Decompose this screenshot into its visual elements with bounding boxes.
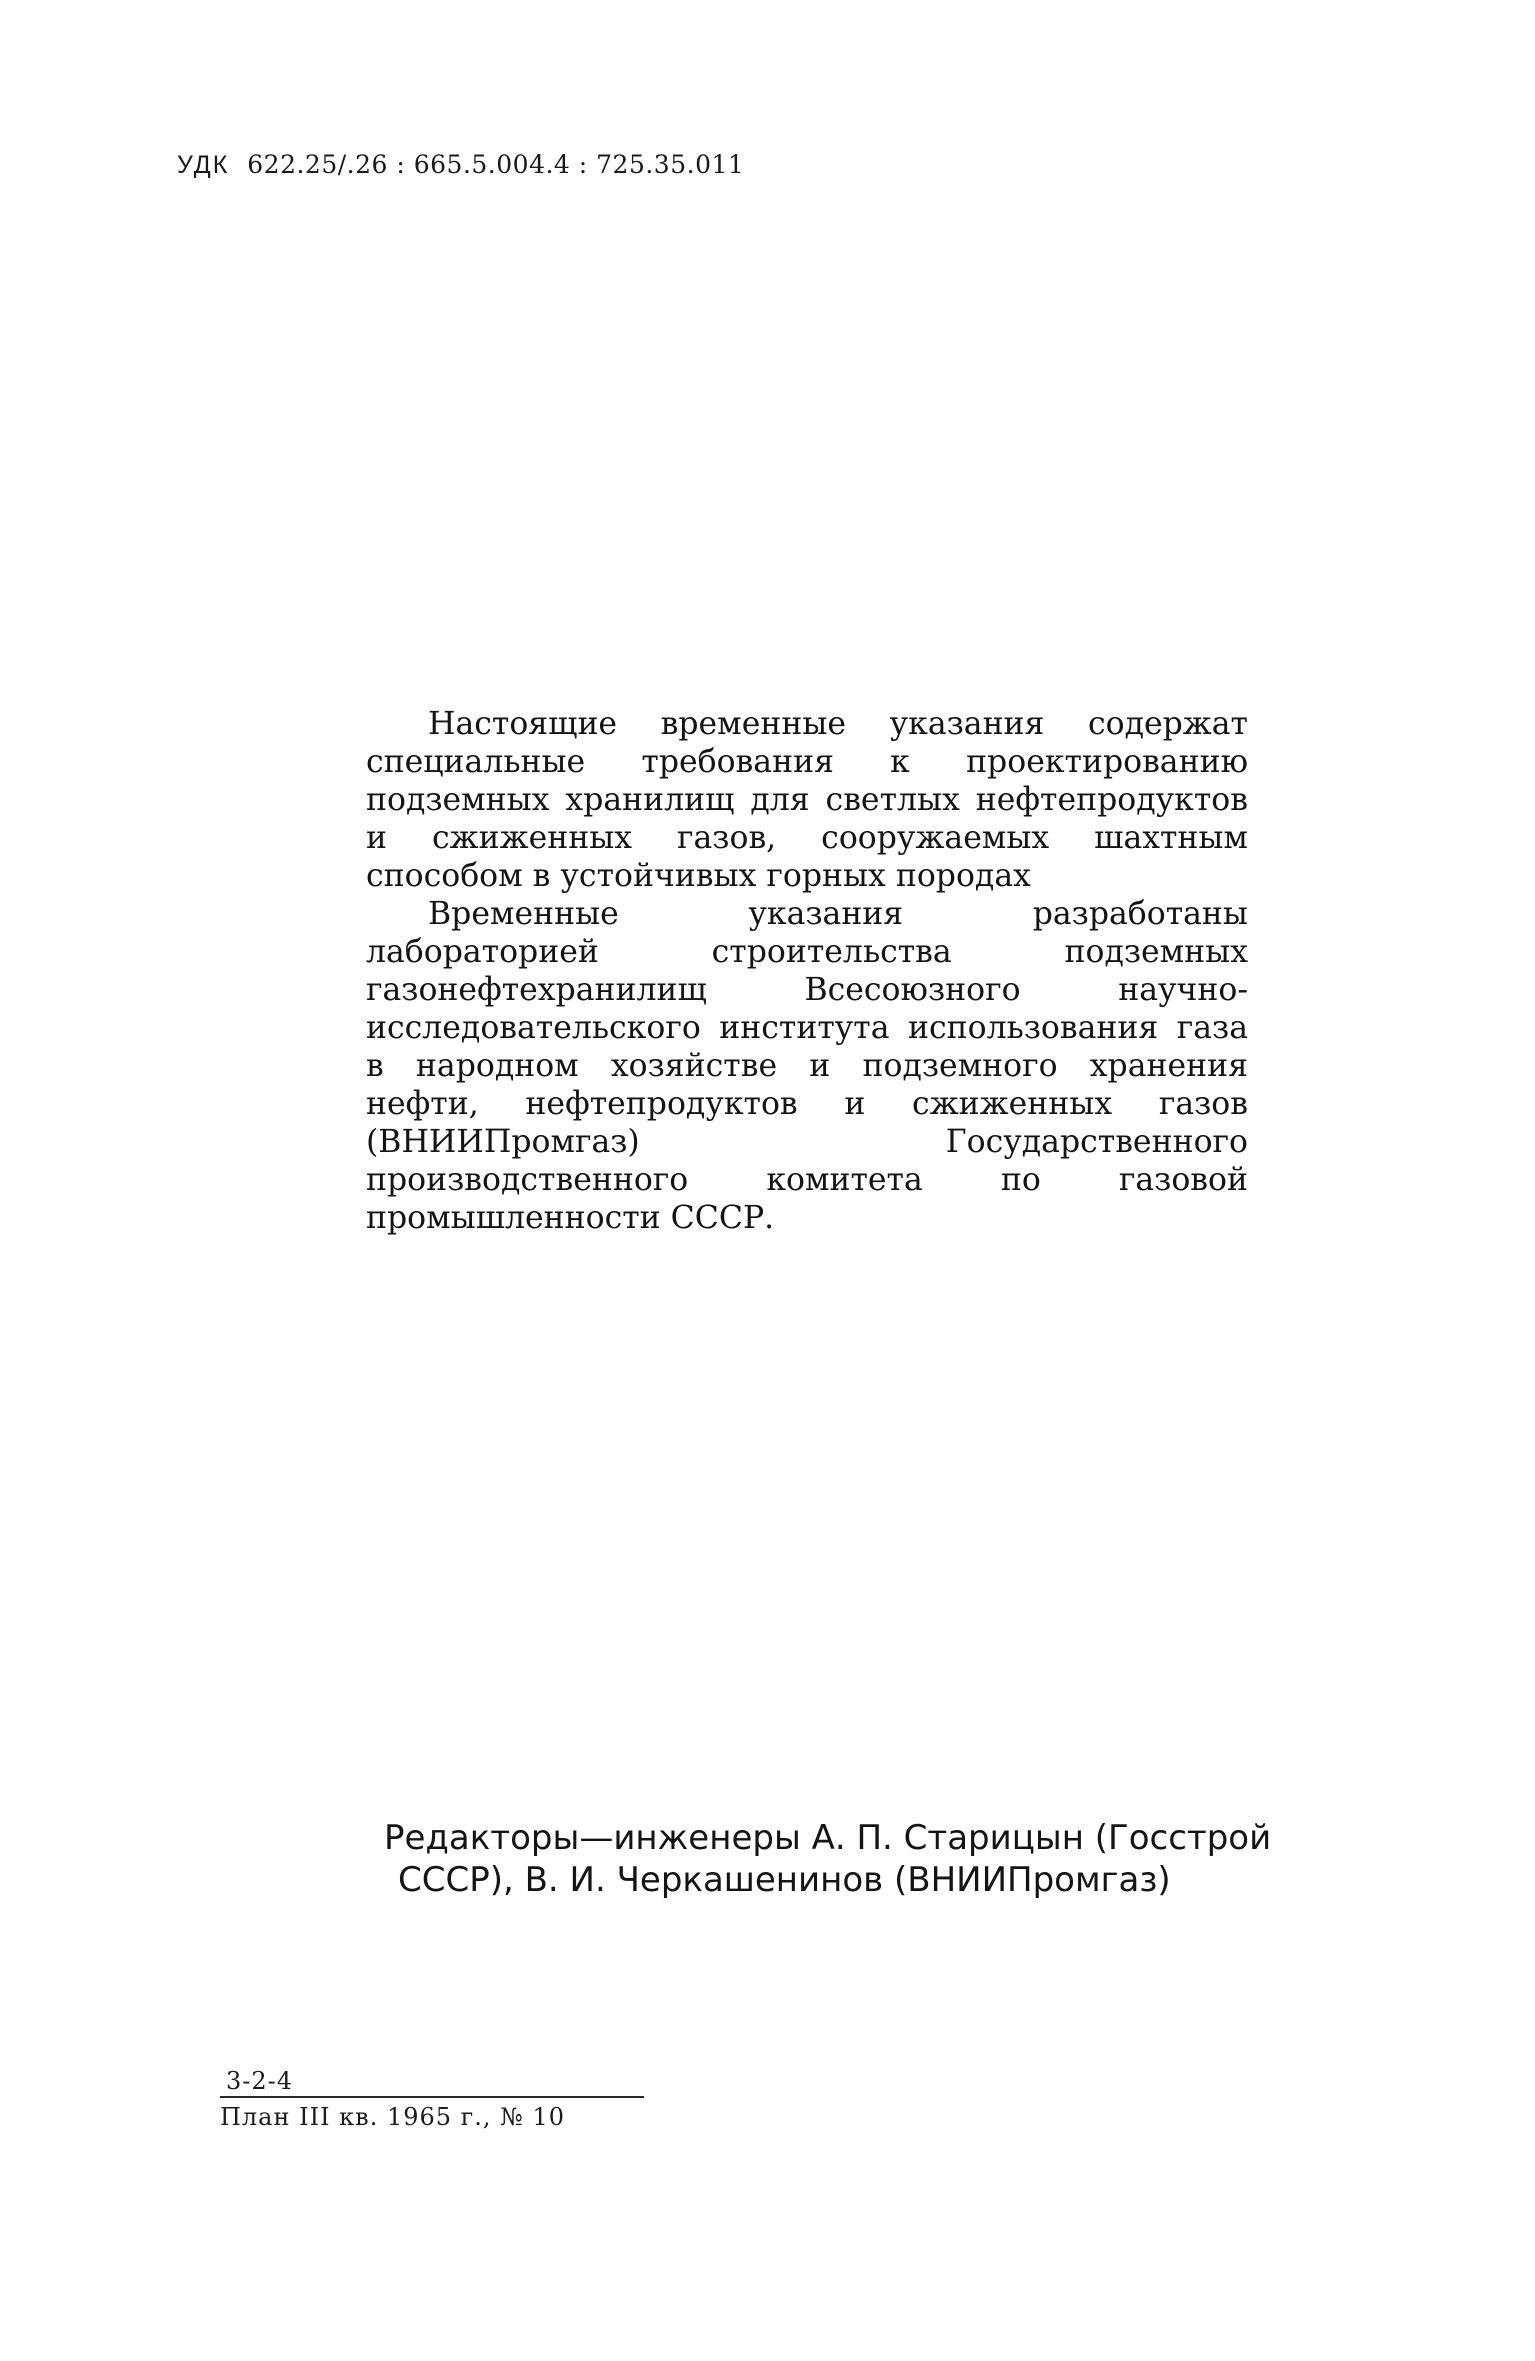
udk-label: УДК bbox=[177, 151, 230, 179]
abstract-paragraph-1: Настоящие временные указания содержат специальные требования к проектированию подземных хранилищ для светлых нефтепродуктов и сжиженных газов, сооружаемых шахтным способом в устойчивых горных породах bbox=[366, 706, 1248, 894]
editors-line-2: СССР), В. И. Черкашенинов (ВНИИПромгаз) bbox=[398, 1860, 1171, 1900]
editors-line-1: Редакторы—инженеры А. П. Старицын (Госстрой bbox=[384, 1818, 1272, 1858]
abstract-paragraph-2: Временные указания разработаны лабораторией строительства подземных газонефтехранилищ Всесоюзного научно-исследовательского института использования газа в народном хозяйстве и подземного хранения нефти, нефтепродуктов и сжиженных газов (ВНИИПромгаз) Государственного производственного комитета по газовой промышленности СССР. bbox=[366, 896, 1248, 1236]
imprint-block bbox=[220, 2066, 644, 2132]
imprint-plan: План III кв. 1965 г., № 10 bbox=[220, 2103, 565, 2131]
imprint-code: 3-2-4 bbox=[220, 2066, 644, 2098]
abstract-block bbox=[366, 705, 1248, 1237]
udk-code: 622.25/.26 : 665.5.004.4 : 725.35.011 bbox=[247, 150, 745, 179]
editors-credit bbox=[384, 1817, 1272, 1901]
udk-classification bbox=[177, 150, 744, 180]
